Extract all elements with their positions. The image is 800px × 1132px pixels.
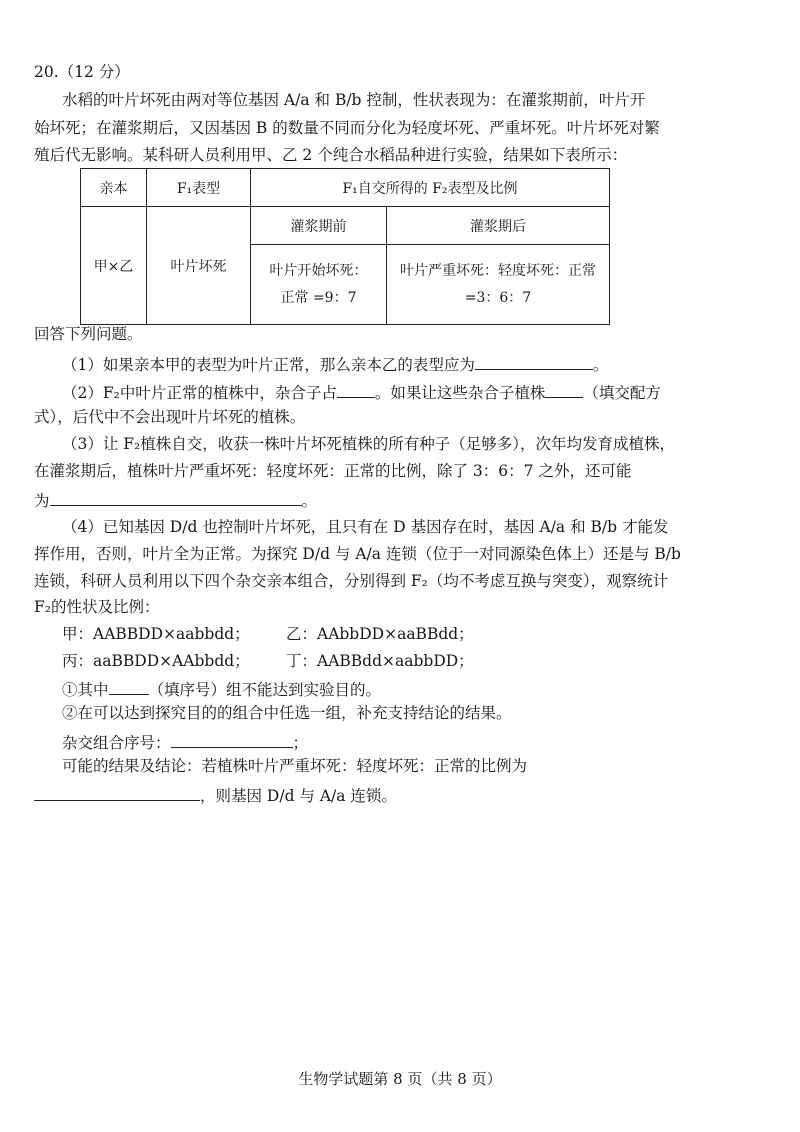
q1-end: 。 bbox=[592, 356, 609, 374]
header-parent: 亲本 bbox=[81, 169, 147, 207]
cross-jia: 甲：AABBDD×aabbdd； bbox=[62, 625, 250, 643]
q3-answer-blank[interactable] bbox=[50, 488, 302, 506]
group-answer-blank[interactable] bbox=[171, 730, 293, 748]
before-ratio-line-1: 叶片开始坏死： bbox=[269, 262, 368, 279]
intro-line-3: 殖后代无影响。某科研人员利用甲、乙 2 个纯合水稻品种进行实验，结果如下表所示： bbox=[34, 146, 628, 164]
results-table bbox=[80, 168, 610, 325]
q4-line-2: 挥作用，否则，叶片全为正常。为探究 D/d 与 A/a 连锁（位于一对同源染色体上）还是与 B/b bbox=[34, 545, 681, 563]
q1-text: （1）如果亲本甲的表型为叶片正常，那么亲本乙的表型应为 bbox=[62, 356, 475, 374]
before-ratio-line-2: 正常 =9：7 bbox=[280, 289, 357, 306]
header-after-filling: 灌浆期后 bbox=[387, 207, 610, 245]
cell-before-ratio bbox=[251, 245, 387, 325]
q1-answer-blank[interactable] bbox=[475, 352, 593, 370]
result-answer-blank[interactable] bbox=[34, 783, 200, 801]
question-header: 20.（12 分） bbox=[34, 63, 130, 81]
q2-answer-blank-1[interactable] bbox=[337, 380, 375, 398]
after-ratio-line-2: =3：6：7 bbox=[464, 289, 532, 306]
q3-end: 。 bbox=[301, 492, 318, 510]
q3-line-1: （3）让 F₂植株自交，收获一株叶片坏死植株的所有种子（足够多），次年均发育成植株， bbox=[62, 435, 676, 453]
intro-line-1: 水稻的叶片坏死由两对等位基因 A/a 和 B/b 控制，性状表现为：在灌浆期前，叶片开 bbox=[62, 91, 646, 109]
result-end: ，则基因 D/d 与 A/a 连锁。 bbox=[200, 787, 397, 805]
after-ratio-line-1: 叶片严重坏死：轻度坏死：正常 bbox=[400, 262, 596, 279]
q2-line-1 bbox=[62, 380, 661, 403]
q2-answer-blank-2[interactable] bbox=[545, 380, 583, 398]
q2-line-2: 式），后代中不会出现叶片坏死的植株。 bbox=[34, 408, 306, 426]
cross-bing: 丙：aaBBDD×AAbbdd； bbox=[62, 652, 250, 670]
q4-sub1 bbox=[62, 677, 381, 700]
cell-f1: 叶片坏死 bbox=[147, 207, 251, 325]
header-f2: F₁自交所得的 F₂表型及比例 bbox=[251, 169, 610, 207]
q4-line-3: 连锁，科研人员利用以下四个杂交亲本组合，分别得到 F₂（均不考虑互换与突变），观察统计 bbox=[34, 572, 669, 590]
q1-line bbox=[62, 352, 608, 375]
q4-line-4: F₂的性状及比例： bbox=[34, 598, 160, 616]
page-footer: 生物学试题第 8 页（共 8 页） bbox=[298, 1070, 502, 1088]
intro-line-2: 始坏死；在灌浆期后，又因基因 B 的数量不同而分化为轻度坏死、严重坏死。叶片坏死对繁 bbox=[34, 119, 660, 137]
q3-line-3 bbox=[34, 488, 317, 511]
q4-group-line bbox=[62, 730, 308, 753]
answer-prompt: 回答下列问题。 bbox=[34, 325, 143, 343]
group-label: 杂交组合序号： bbox=[62, 734, 171, 752]
header-f1: F₁表型 bbox=[147, 169, 251, 207]
q3-text: 为 bbox=[34, 492, 50, 510]
q4-sub1-answer-blank[interactable] bbox=[109, 677, 149, 695]
q3-line-2: 在灌浆期后，植株叶片严重坏死：轻度坏死：正常的比例，除了 3：6：7 之外，还可能 bbox=[34, 462, 632, 480]
q4-result-line-2 bbox=[34, 783, 397, 806]
q4-sub2: ②在可以达到探究目的的组合中任选一组，补充支持结论的结果。 bbox=[62, 704, 512, 722]
cross-ding: 丁：AABBdd×aabbDD； bbox=[286, 652, 474, 670]
q4-result-line: 可能的结果及结论：若植株叶片严重坏死：轻度坏死：正常的比例为 bbox=[62, 757, 528, 775]
q2-text-c: （填交配方 bbox=[583, 384, 661, 402]
cross-yi: 乙：AAbbDD×aaBBdd； bbox=[286, 625, 474, 643]
q4-sub1-text-a: ①其中 bbox=[62, 681, 109, 699]
cell-parent: 甲×乙 bbox=[81, 207, 147, 325]
q4-sub1-text-b: （填序号）组不能达到实验目的。 bbox=[148, 681, 382, 699]
q2-text-b: 。如果让这些杂合子植株 bbox=[374, 384, 546, 402]
group-end: ； bbox=[292, 734, 309, 752]
cell-after-ratio bbox=[387, 245, 610, 325]
q2-text-a: （2）F₂中叶片正常的植株中，杂合子占 bbox=[62, 384, 337, 402]
q4-line-1: （4）已知基因 D/d 也控制叶片坏死，且只有在 D 基因存在时，基因 A/a 和 B/b 才能发 bbox=[62, 518, 669, 536]
header-before-filling: 灌浆期前 bbox=[251, 207, 387, 245]
